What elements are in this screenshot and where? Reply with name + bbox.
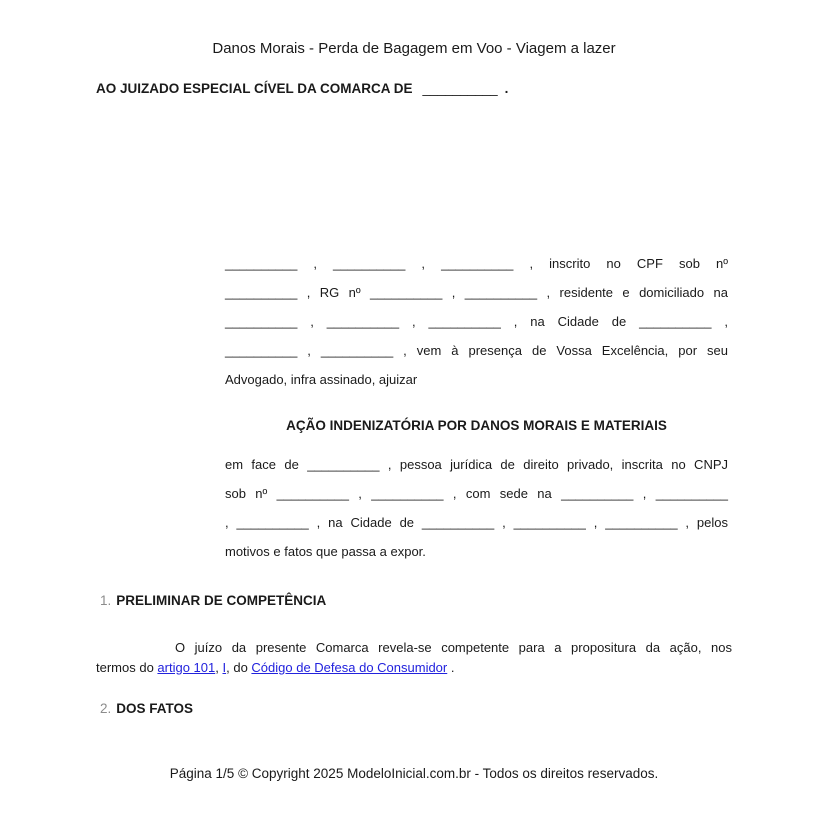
text-segment: .: [447, 660, 455, 675]
text-segment: , do: [226, 660, 252, 675]
text-segment: termos do: [96, 660, 158, 675]
text-line: , __________ , na Cidade de __________ , __________ , __________ , pelos: [225, 515, 728, 530]
addressing-suffix: .: [504, 81, 509, 96]
comarca-blank-field: __________: [422, 81, 498, 96]
section-number: 2.: [100, 701, 112, 716]
text-line: __________ , RG nº __________ , __________ , residente e domiciliado na: [225, 285, 728, 300]
section-title: PRELIMINAR DE COMPETÊNCIA: [116, 593, 327, 608]
text-line: em face de __________ , pessoa jurídica de direito privado, inscrita no CNPJ: [225, 457, 728, 472]
addressing-line: [96, 81, 732, 97]
addressing-label: AO JUIZADO ESPECIAL CÍVEL DA COMARCA DE: [96, 81, 413, 96]
legal-reference-link[interactable]: I: [222, 660, 227, 675]
legal-reference-link[interactable]: artigo 101: [157, 660, 216, 675]
section-heading-dos-fatos: [100, 701, 193, 717]
legal-reference-link[interactable]: Código de Defesa do Consumidor: [251, 660, 448, 675]
section-title: DOS FATOS: [116, 701, 194, 716]
competence-paragraph-line1: O juízo da presente Comarca revela-se competente para a propositura da ação, nos: [175, 640, 732, 655]
competence-paragraph-line2: [96, 660, 732, 677]
text-line: __________ , __________ , __________ , inscrito no CPF sob nº: [225, 256, 728, 271]
document-title: Danos Morais - Perda de Bagagem em Voo - Viagem a lazer: [212, 40, 616, 57]
text-line: Advogado, infra assinado, ajuizar: [225, 372, 418, 387]
section-heading-preliminar-competencia: [100, 593, 326, 609]
plaintiff-qualification-paragraph: [225, 249, 728, 394]
action-title-heading: AÇÃO INDENIZATÓRIA POR DANOS MORAIS E MATERIAIS: [286, 418, 667, 433]
text-line: __________ , __________ , __________ , na Cidade de __________ ,: [225, 314, 728, 329]
text-line: sob nº __________ , __________ , com sede na __________ , __________: [225, 486, 728, 501]
text-line: motivos e fatos que passa a expor.: [225, 544, 426, 559]
section-number: 1.: [100, 593, 112, 608]
text-segment: ,: [215, 660, 223, 675]
defendant-qualification-paragraph: [225, 450, 728, 566]
page-footer: Página 1/5 © Copyright 2025 ModeloInicial.com.br - Todos os direitos reservados.: [169, 766, 659, 781]
text-line: __________ , __________ , vem à presença de Vossa Excelência, por seu: [225, 343, 728, 358]
